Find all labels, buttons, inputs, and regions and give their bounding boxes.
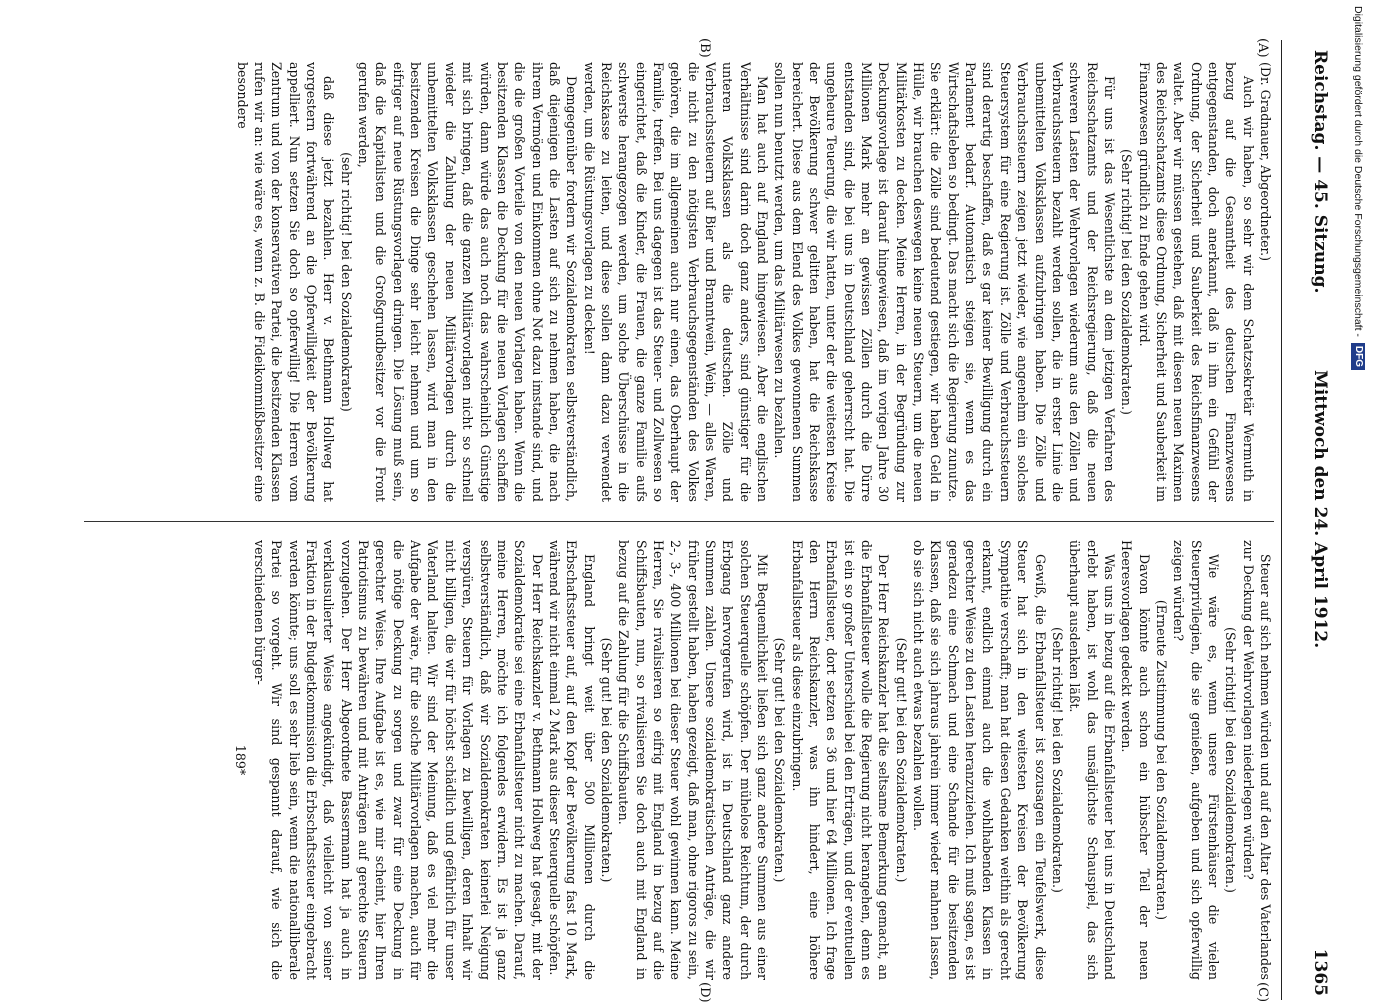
paragraph: (sehr richtig! bei den Sozialdemokraten)	[338, 152, 354, 412]
paragraph: Was uns in bezug auf die Erbanfallsteuer bei uns in Deutschland erlebt haben, ist wohl das unsäglichste Schauspiel, das sich überhaupt ausdenken läßt.	[1067, 540, 1117, 980]
paragraph: Für uns ist das Wesentlichste an dem jetzigen Verfahren des Reichsschatzamts und der Reichsregierung, daß die neuen schweren Lasten der Wehrvorlagen wiederum aus den Zöllen und Verbrauchssteuern bezahlt werden sollen, die in erster Linie die unbemittelten Volksklassen aufzubringen haben. Die Zölle und Verbrauchssteuern zeigen jetzt wieder, wie angenehm ein solches Steuersystem für eine Regierung ist. Zölle und Verbrauchssteuern sind derartig beschaffen, daß es gar keiner Bewilligung durch ein Parlament bedarf. Automatisch steigen sie, wenn es das Wirtschaftsleben so bedingt. Das macht sich die Regierung zunutze. Sie erklärt: die Zölle sind bedeutend gestiegen, wir haben Geld in Hülle, wir brauchen deswegen keine neuen Steuern, um die neuen Militärkosten zu decken. Meine Herren, in der Begründung zur Deckungsvorlage ist darauf hingewiesen, daß im vorigen Jahre 30 Millionen Mark mehr an gewissen Zöllen durch die Dürre entstanden sind, die bei uns in Deutschland geherrscht hat. Die ungeheure Teuerung, die wir hatten, unter der die weitesten Kreise der Bevölkerung schwer gelitten haben, hat die Reichskasse bereichert. Diese aus dem Elend des Volkes gewonnenen Summen sollen nun benutzt werden, um das Militärwesen zu bezahlen.	[772, 62, 1117, 502]
paragraph: Gewiß, die Erbanfallsteuer ist sozusagen ein Teufelswerk, diese Steuer hat sich in den weitesten Kreisen der Bevölkerung Sympathie verschafft; man hat diesen Gedanken weithin als gerecht erkannt, endlich einmal auch die wohlhabenden Klassen in gerechter Weise zu den Lasten heranzuziehen. Ich muß sagen, es ist geradezu eine Schmach und eine Schande für die besitzenden Klassen, daß sie sich jahraus jahrein immer wieder mahnen lassen, ob sie sich nicht auch etwas bezahlen wollen.	[911, 540, 1048, 980]
paragraph: (Sehr gut! bei den Sozialdemokraten.)	[893, 637, 909, 883]
side-note	[1350, 6, 1366, 994]
paragraph: daß diese jetzt bezahlen. Herr v. Bethmann Hollweg hat vorgestern fortwährend an die Opferwilligkeit der Bevölkerung appelliert. Nun setzen Sie doch so opferwillig! Die Herren vom Zentrum und von der konservativen Partei, die besitzenden Klassen rufen wir an: wie wäre es, wenn z. B. die Fideikommißbesitzer eine besondere	[234, 62, 337, 502]
margin-marker-b: (B)	[697, 38, 712, 58]
paragraph: Der Herr Reichskanzler hat die seltsame Bemerkung gemacht, an die Erbanfallsteuer wolle die Regierung nicht herangehen, denn es ist ein so großer Unterschied bei den Erträgen, und der eventuellen Erbanfallsteuer, dort setzen es 36 und hier 64 Millionen. Ich frage den Herrn Reichskanzler, was ihn hindert, eine höhere Erbanfallsteuer als diese einzubringen.	[789, 540, 892, 980]
paragraph: Wie wäre es, wenn unsere Fürstenhäuser die vielen Steuerprivilegien, die sie genießen, aufgeben und sich opferwillig zeigen würden?	[1171, 540, 1221, 980]
margin-marker-a: (A)	[1255, 38, 1270, 58]
paragraph: (Sehr gut! bei den Sozialdemokraten.)	[772, 637, 788, 883]
column-left-paragraphs	[233, 62, 1256, 502]
paragraph: England bringt weit über 500 Millionen durch die Erbschaftssteuer auf, auf den Kopf der Bevölkerung fast 10 Mark, während wir nicht einmal 2 Mark aus dieser Steuerquelle schöpfen.	[546, 540, 597, 980]
header-date: Mittwoch den 24. April 1912.	[1310, 370, 1330, 649]
paragraph: Davon könnte auch schon ein hübscher Teil der neuen Heeresvorlagen gedeckt werden.	[1119, 540, 1152, 980]
text-column-right	[84, 540, 1274, 980]
speaker-line: (Dr. Gradnauer, Abgeordneter.)	[1258, 62, 1273, 262]
side-note-text: Digitalisierung gefördert durch die Deutsche Forschungsgemeinschaft -	[1352, 6, 1364, 337]
margin-marker-c: (C)	[1255, 982, 1270, 1003]
header-session: Reichstag. — 45. Sitzung.	[1310, 50, 1330, 294]
paragraph: (Sehr richtig! bei den Sozialdemokraten.)	[1223, 627, 1239, 893]
paragraph: Steuer auf sich nehmen würden und auf den Altar des Vaterlandes zur Deckung der Wehrvorlagen niederlegen würden?	[1240, 540, 1273, 980]
paragraph: (Sehr richtig! bei den Sozialdemokraten.)	[1049, 627, 1065, 893]
paragraph: (Sehr gut! bei den Sozialdemokraten.)	[598, 637, 614, 883]
paragraph: Auch wir haben, so sehr wir dem Schatzsekretär Wermuth in bezug auf die Gesamtheit des deutschen Finanzwesens entgegenstanden, doch anerkannt, daß in ihm ein Gefühl der Ordnung, der Sicherheit und Sauberkeit des Reichsfinanzwesens waltet. Aber wir müssen gestehen, daß mit diesen neuen Maximen des Reichsschatzamts diese Ordnung, Sicherheit und Sauberkeit im Finanzwesen gründlich zu Ende gehen wird.	[1136, 62, 1256, 502]
page-header	[1281, 40, 1352, 1000]
margin-marker-d: (D)	[697, 982, 712, 1003]
text-column-left	[84, 62, 1274, 502]
column-right-paragraphs	[251, 540, 1274, 980]
paragraph: Der Herr Reichskanzler v. Bethmann Hollweg hat gesagt, mit der Sozialdemokratie sei eine Erbanfallsteuer nicht zu machen. Darauf, meine Herren, möchte ich folgendes erwidern. Es ist ja ganz selbstverständlich, daß wir Sozialdemokraten keinerlei Neigung verspüren, Steuern für Vorlagen zu bewilligen, deren Inhalt wir nicht billigen, die wir für höchst schädlich und gefährlich für unser Vaterland halten. Wir sind der Meinung, daß es viel mehr die Aufgabe der wäre, für die solche Militärvorlagen machen, auch für die nötige Deckung zu sorgen und zwar für eine Deckung in gerechter Weise. Ihre Aufgabe ist es, wie mir scheint, hier Ihren Patriotismus zu bewähren und mit Anträgen auf gerechte Steuern vorzugehen. Der Herr Abgeordnete Bassermann hat ja auch in verklausulierter Weise angekündigt, daß vielleicht von seiner Fraktion in der Budgetkommission die Erbschaftssteuer eingebracht werden könnte; uns soll es sehr lieb sein, wenn die nationalliberale Partei so vorgeht. Wir sind gespannt darauf, wie sich die verschiedenen bürger-	[252, 540, 545, 980]
page-number: 1365	[1310, 948, 1330, 996]
paragraph: Demgegenüber fordern wir Sozialdemokraten selbstverständlich, daß diejenigen die Lasten auf sich zu nehmen haben, die nach ihrem Vermögen und Einkommen ohne Not dazu imstande sind, und die die großen Vorteile von den neuen Vorlagen haben. Wenn die besitzenden Klassen die Deckung für die neuen Vorlagen schaffen würden, dann würde das auch noch das wahrscheinlich Günstige mit sich bringen, daß die ganzen Militärvorlagen nicht so schnell wieder die Zahlung der neuen Militärvorlagen durch die unbemittelten Volksklassen geschehen lassen, wird man in den besitzenden Kreisen die Dinge sehr leicht nehmen und um so eifriger auf neue Rüstungsvorlagen dringen. Die Lösung muß sein, daß die Kapitalisten und die Großgrundbesitzer vor die Front gerufen werden,	[356, 62, 580, 502]
column-divider	[84, 521, 1274, 522]
paragraph: (Sehr richtig! bei den Sozialdemokraten.)	[1119, 149, 1135, 415]
paragraph: (Erneute Zustimmung bei den Sozialdemokraten.)	[1153, 599, 1169, 921]
footer-mark: 189*	[232, 744, 248, 776]
newspaper-page	[72, 38, 1352, 1003]
paragraph: Mit Bequemlichkeit ließen sich ganz andere Summen aus einer solchen Steuerquelle schöpfen. Der mühelose Reichtum, der durch Erbgang hervorgerufen wird, ist in Deutschland ganz andere Summen zahlen. Unsere sozialdemokratischen Anträge, die wir früher gestellt haben, haben gezeigt, daß man, ohne rigoros zu sein, 2-, 3-, 400 Millionen bei dieser Steuer wohl gewinnen kann. Meine Herren, Sie rivalisieren so eifrig mit England in bezug auf die Schiffsbauten, nun, so rivalisieren Sie doch auch mit England in bezug auf die Zahlung für die Schiffsbauten.	[616, 540, 771, 980]
dfg-logo: DFG	[1351, 343, 1365, 370]
paragraph: Man hat auch auf England hingewiesen. Aber die englischen Verhältnisse sind darin doch ganz anders, sind günstiger für die unteren Volksklassen als die deutschen. Zölle und Verbrauchssteuern auf Bier und Branntwein, Wein, — alles Waren, die nicht zu den nötigsten Verbrauchsgegenständen des Volkes gehören, die im allgemeinen auch nur einen, das Oberhaupt der Familie, treffen. Bei uns dagegen ist das Steuer- und Zollwesen so eingerichtet, daß die Kinder, die Frauen, die ganze Familie aufs schwerste herangezogen werden, um solche Überschüsse in die Reichskasse zu leiten, und diese sollen dann dazu verwendet werden, um die Rüstungsvorlagen zu decken!	[581, 62, 771, 502]
